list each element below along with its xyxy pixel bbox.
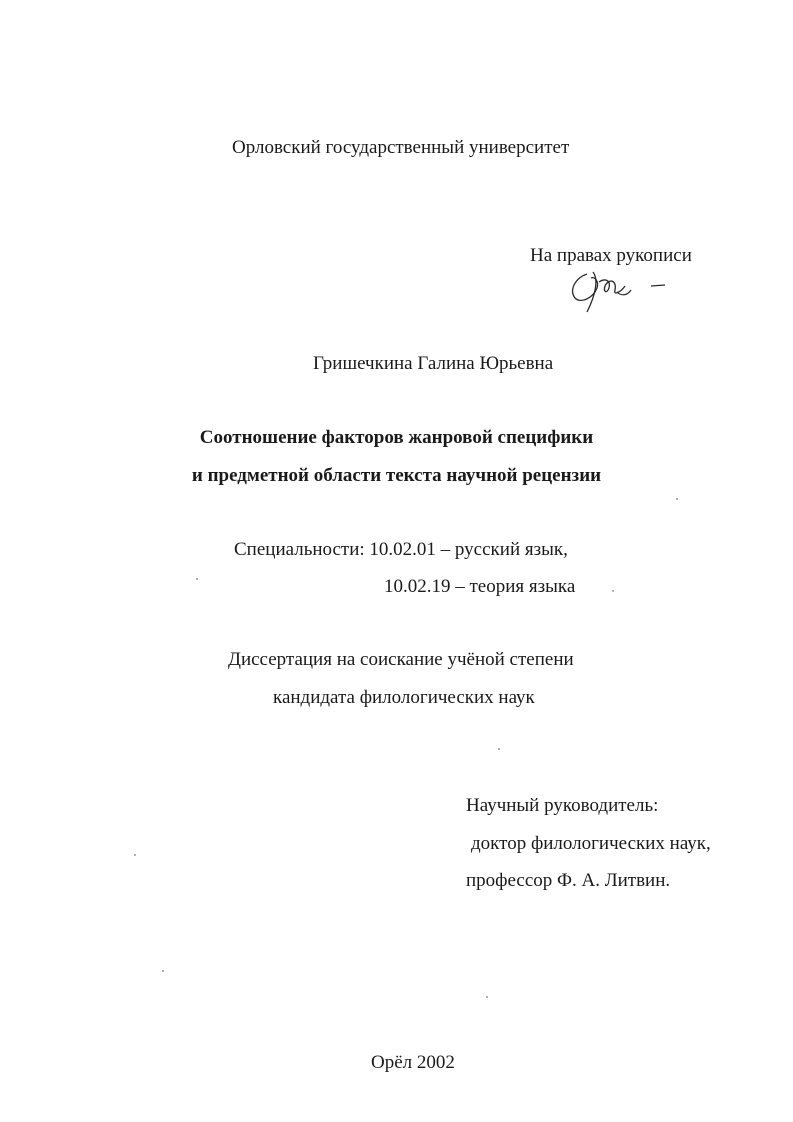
scan-speck (162, 970, 164, 972)
specialties-line-2: 10.02.19 – теория языка (384, 576, 576, 597)
supervisor-label: Научный руководитель: (466, 795, 659, 816)
supervisor-degree: доктор филологических наук, (471, 833, 711, 854)
scan-speck (498, 748, 500, 750)
scan-speck (676, 498, 678, 500)
thesis-title-line-1: Соотношение факторов жанровой специфики (199, 427, 594, 448)
scan-speck (612, 590, 614, 592)
scan-speck (196, 578, 198, 580)
scan-speck (134, 854, 136, 856)
city-year: Орёл 2002 (371, 1052, 455, 1073)
dissertation-line-2: кандидата филологических наук (273, 687, 535, 708)
university-name: Орловский государственный университет (232, 137, 570, 158)
supervisor-name: профессор Ф. А. Литвин. (466, 870, 671, 891)
specialties-line-1: Специальности: 10.02.01 – русский язык, (234, 539, 568, 560)
thesis-title-line-2: и предметной области текста научной рецензии (191, 465, 602, 486)
dissertation-line-1: Диссертация на соискание учёной степени (228, 649, 574, 670)
scan-speck (486, 996, 488, 998)
manuscript-rights-label: На правах рукописи (530, 245, 692, 266)
handwritten-signature-icon (565, 262, 675, 322)
author-name: Гришечкина Галина Юрьевна (313, 353, 554, 374)
